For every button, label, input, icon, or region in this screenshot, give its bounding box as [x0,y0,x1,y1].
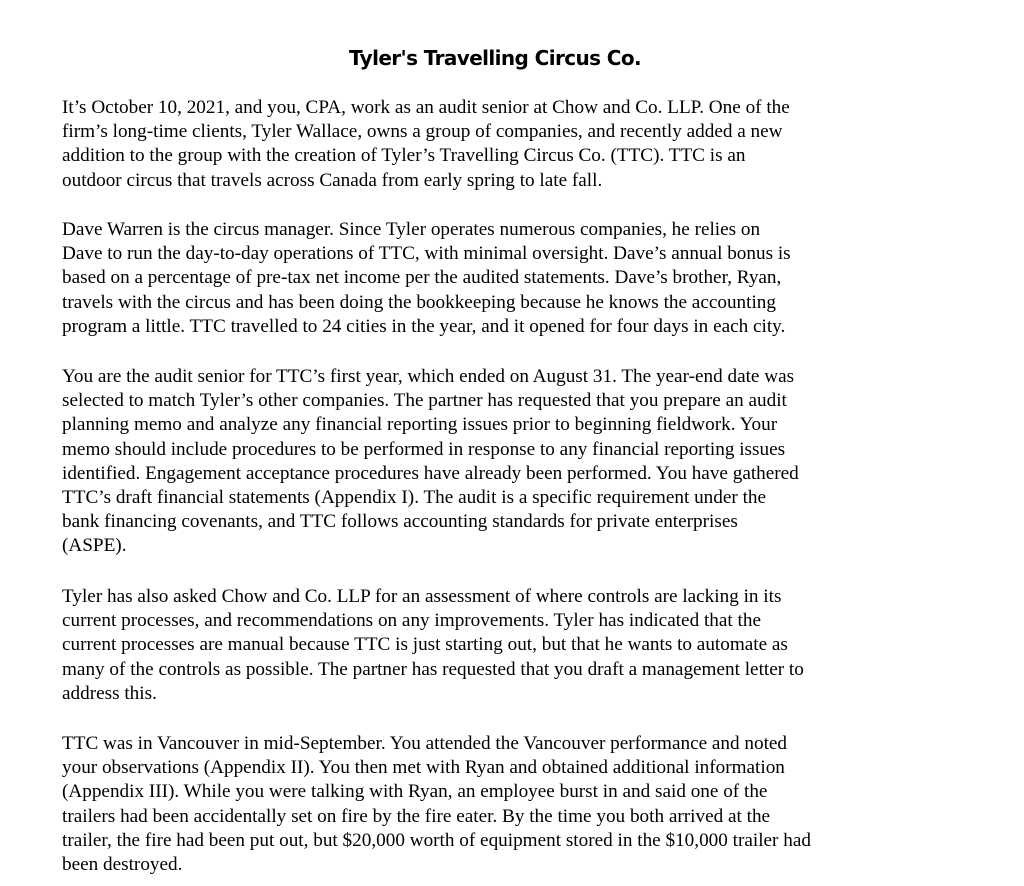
paragraph-vancouver-visit: TTC was in Vancouver in mid-September. You attended the Vancouver performance and noted your observations (Appendix II). You then met with Ryan and obtained additional information (Appendix III). While you were talking with Ryan, an employee burst in and said one of the trailers had been accidentally set on fire by the fire eater. By the time you both arrived at the trailer, the fire had been put out, but $20,000 worth of equipment stored in the $10,000 trailer had been destroyed. [62,733,811,876]
paragraph-audit-scope: You are the audit senior for TTC’s first year, which ended on August 31. The year-end date was selected to match Tyler’s other companies. The partner has requested that you prepare an audit planning memo and analyze any financial reporting issues prior to beginning fieldwork. Your memo should include procedures to be performed in response to any financial reporting issues identified. Engagement acceptance procedures have already been performed. You have gathered TTC’s draft financial statements (Appendix I). The audit is a specific requirement under the bank financing covenants, and TTC follows accounting standards for private enterprises (ASPE). [62,366,799,557]
paragraph-intro: It’s October 10, 2021, and you, CPA, work as an audit senior at Chow and Co. LLP. One of the firm’s long-time clients, Tyler Wallace, owns a group of companies, and recently added a new addition to the group with the creation of Tyler’s Travelling Circus Co. (TTC). TTC is an outdoor circus that travels across Canada from early spring to late fall. [62,97,790,191]
paragraph-controls-request: Tyler has also asked Chow and Co. LLP for an assessment of where controls are lacking in its current processes, and recommendations on any improvements. Tyler has indicated that the current processes are manual because TTC is just starting out, but that he wants to automate as many of the controls as possible. The partner has requested that you draft a management letter to address this. [62,586,804,704]
document-title: Tyler's Travelling Circus Co. [348,46,642,70]
paragraph-management: Dave Warren is the circus manager. Since Tyler operates numerous companies, he relies on Dave to run the day-to-day operations of TTC, with minimal oversight. Dave’s annual bonus is based on a percentage of pre-tax net income per the audited statements. Dave’s brother, Ryan, travels with the circus and has been doing the bookkeeping because he knows the accounting program a little. TTC travelled to 24 cities in the year, and it opened for four days in each city. [62,219,791,337]
